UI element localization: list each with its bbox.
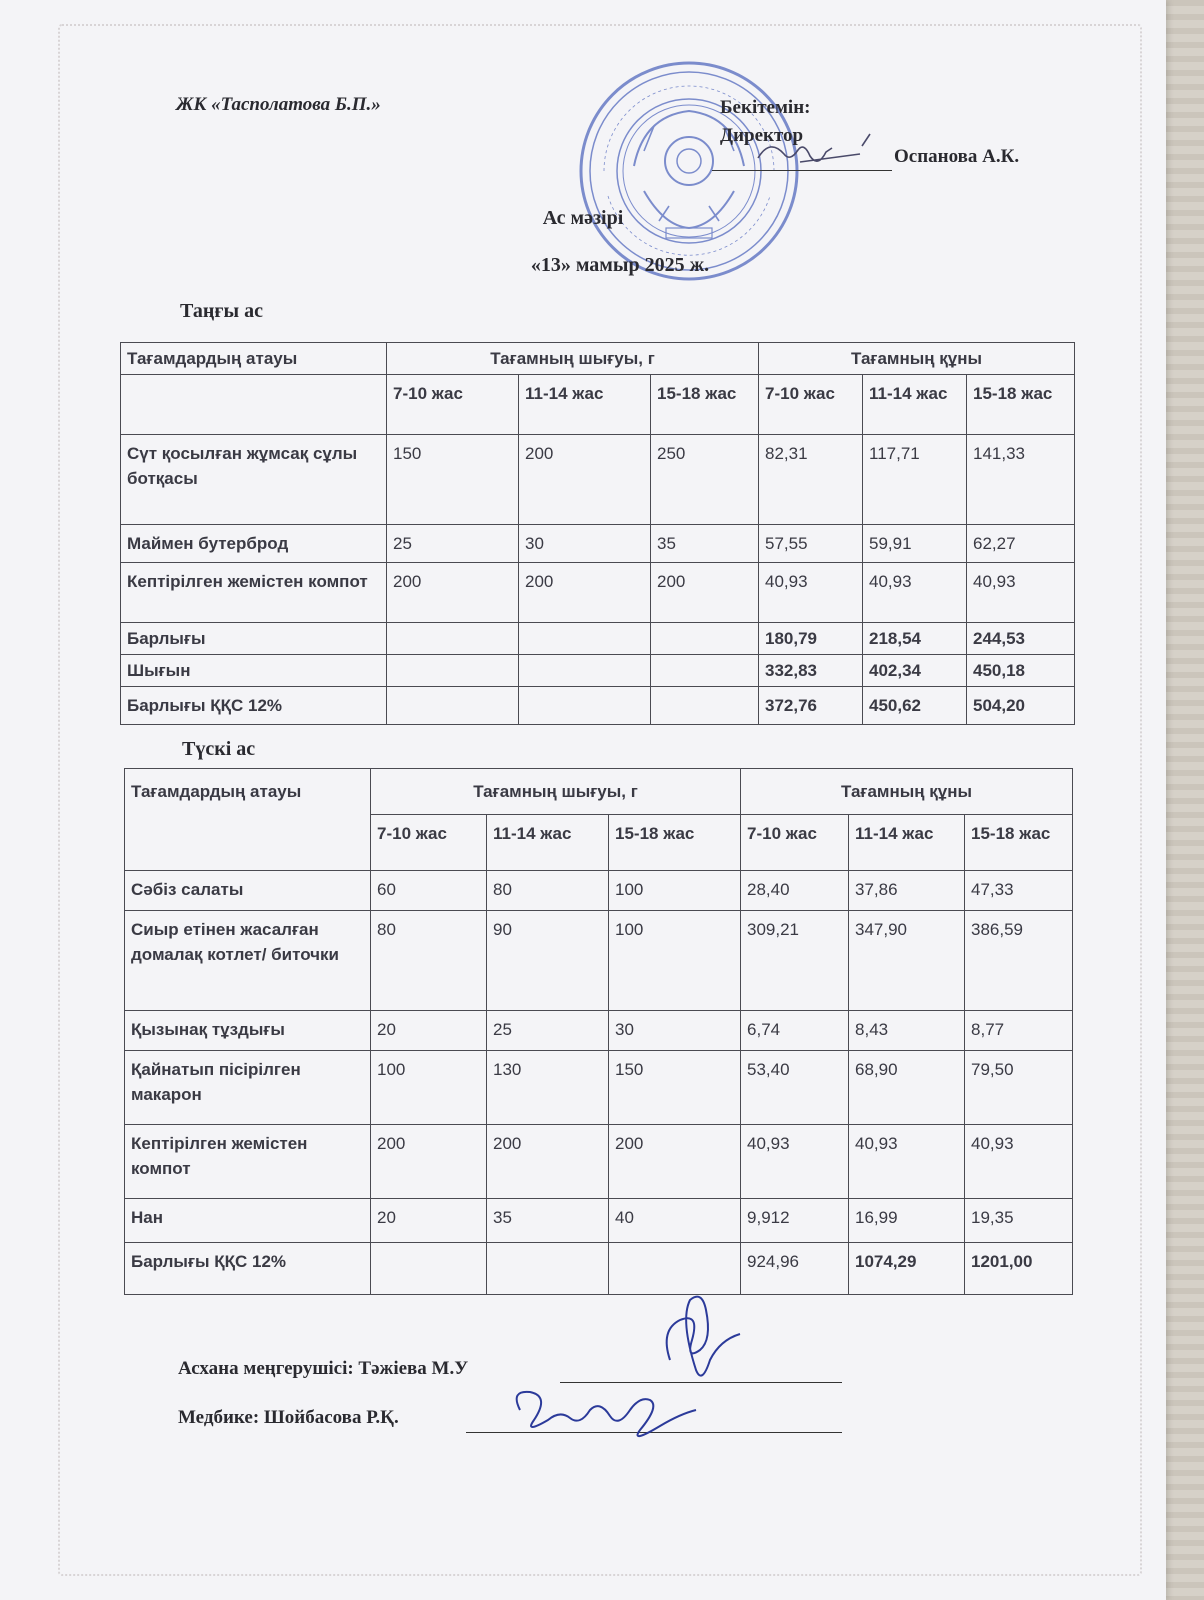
company-name: ЖК «Тасполатова Б.П.» — [176, 94, 381, 115]
yield-cell: 200 — [519, 435, 651, 525]
vat-total-cell: 924,96 — [741, 1243, 849, 1295]
table-row — [125, 871, 1073, 911]
breakfast-label: Таңғы ас — [180, 300, 263, 322]
cost-cell: 6,74 — [741, 1011, 849, 1051]
vat-total-cell: 504,20 — [967, 687, 1075, 725]
expense-cost-cell: 450,18 — [967, 655, 1075, 687]
yield-cell: 80 — [487, 871, 609, 911]
total-label: Барлығы — [121, 623, 387, 655]
yield-cell: 35 — [651, 525, 759, 563]
approve-label: Бекітемін: — [720, 97, 811, 118]
yield-cell: 35 — [487, 1199, 609, 1243]
header-name: Тағамдардың атауы — [125, 769, 371, 871]
cost-cell: 19,35 — [965, 1199, 1073, 1243]
dish-name: Сәбіз салаты — [125, 871, 371, 911]
dish-name: Қызынақ тұздығы — [125, 1011, 371, 1051]
dish-name: Маймен бутерброд — [121, 525, 387, 563]
yield-cell: 200 — [609, 1125, 741, 1199]
cost-cell: 37,86 — [849, 871, 965, 911]
total-row — [121, 655, 1075, 687]
vat-total-cell: 372,76 — [759, 687, 863, 725]
header-yield-age: 11-14 жас — [519, 375, 651, 435]
cost-cell: 40,93 — [967, 563, 1075, 623]
header-yield-age: 7-10 жас — [371, 815, 487, 871]
yield-cell: 200 — [371, 1125, 487, 1199]
cost-cell: 347,90 — [849, 911, 965, 1011]
header-cost-age: 11-14 жас — [863, 375, 967, 435]
cost-cell: 82,31 — [759, 435, 863, 525]
total-cost-cell: 218,54 — [863, 623, 967, 655]
expense-cost-cell: 402,34 — [863, 655, 967, 687]
yield-cell: 80 — [371, 911, 487, 1011]
lunch-table — [124, 768, 1073, 1295]
yield-cell: 20 — [371, 1199, 487, 1243]
nurse-label: Медбике: Шойбасова Р.Қ. — [178, 1407, 399, 1428]
yield-cell: 150 — [387, 435, 519, 525]
cost-cell: 79,50 — [965, 1051, 1073, 1125]
header-empty — [121, 375, 387, 435]
dish-name: Нан — [125, 1199, 371, 1243]
cost-cell: 28,40 — [741, 871, 849, 911]
yield-cell: 90 — [487, 911, 609, 1011]
yield-cell: 40 — [609, 1199, 741, 1243]
vat-total-cell: 1201,00 — [965, 1243, 1073, 1295]
expense-cost-cell: 332,83 — [759, 655, 863, 687]
yield-cell: 200 — [651, 563, 759, 623]
header-yield-age: 15-18 жас — [651, 375, 759, 435]
background-surface — [1160, 0, 1204, 1600]
cost-cell: 47,33 — [965, 871, 1073, 911]
yield-cell: 200 — [387, 563, 519, 623]
cost-cell: 9,912 — [741, 1199, 849, 1243]
header-yield-age: 11-14 жас — [487, 815, 609, 871]
yield-cell: 25 — [487, 1011, 609, 1051]
yield-cell: 130 — [487, 1051, 609, 1125]
cost-cell: 141,33 — [967, 435, 1075, 525]
yield-cell: 100 — [609, 911, 741, 1011]
yield-cell: 100 — [609, 871, 741, 911]
cost-cell: 59,91 — [863, 525, 967, 563]
header-name: Тағамдардың атауы — [121, 343, 387, 375]
table-row — [125, 1199, 1073, 1243]
canteen-manager-label: Асхана меңгерушісі: Тәжіева М.У — [178, 1358, 469, 1379]
header-cost-age: 7-10 жас — [741, 815, 849, 871]
table-row — [125, 1011, 1073, 1051]
dish-name: Қайнатып пісірілген макарон — [125, 1051, 371, 1125]
dish-name: Сиыр етінен жасалған домалақ котлет/ биточки — [125, 911, 371, 1011]
yield-cell: 60 — [371, 871, 487, 911]
cost-cell: 40,93 — [965, 1125, 1073, 1199]
cost-cell: 53,40 — [741, 1051, 849, 1125]
header-cost: Тағамның құны — [759, 343, 1075, 375]
yield-cell: 150 — [609, 1051, 741, 1125]
director-title: Директор — [720, 125, 804, 146]
header-cost-age: 11-14 жас — [849, 815, 965, 871]
table-subheader-row — [121, 375, 1075, 435]
yield-cell: 200 — [519, 563, 651, 623]
yield-cell: 30 — [609, 1011, 741, 1051]
yield-cell: 200 — [487, 1125, 609, 1199]
cost-cell: 309,21 — [741, 911, 849, 1011]
cost-cell: 62,27 — [967, 525, 1075, 563]
cost-cell: 40,93 — [863, 563, 967, 623]
header-cost-age: 15-18 жас — [965, 815, 1073, 871]
header-cost-age: 15-18 жас — [967, 375, 1075, 435]
cost-cell: 40,93 — [849, 1125, 965, 1199]
table-row — [121, 563, 1075, 623]
yield-cell: 25 — [387, 525, 519, 563]
yield-cell: 20 — [371, 1011, 487, 1051]
table-header-row — [125, 769, 1073, 815]
table-row — [125, 1125, 1073, 1199]
header-yield-age: 15-18 жас — [609, 815, 741, 871]
yield-cell: 100 — [371, 1051, 487, 1125]
breakfast-table — [120, 342, 1075, 725]
total-row — [121, 623, 1075, 655]
yield-cell: 250 — [651, 435, 759, 525]
dish-name: Кептірілген жемістен компот — [121, 563, 387, 623]
nurse-signature — [500, 1370, 700, 1450]
total-cost-cell: 180,79 — [759, 623, 863, 655]
cost-cell: 386,59 — [965, 911, 1073, 1011]
table-row — [125, 911, 1073, 1011]
total-row — [125, 1243, 1073, 1295]
table-header-row — [121, 343, 1075, 375]
header-yield-age: 7-10 жас — [387, 375, 519, 435]
header-cost-age: 7-10 жас — [759, 375, 863, 435]
dish-name: Сүт қосылған жұмсақ сұлы ботқасы — [121, 435, 387, 525]
header-cost: Тағамның құны — [741, 769, 1073, 815]
cost-cell: 57,55 — [759, 525, 863, 563]
yield-cell: 30 — [519, 525, 651, 563]
vat-total-label: Барлығы ҚҚС 12% — [125, 1243, 371, 1295]
cost-cell: 8,43 — [849, 1011, 965, 1051]
cost-cell: 16,99 — [849, 1199, 965, 1243]
cost-cell: 68,90 — [849, 1051, 965, 1125]
vat-total-label: Барлығы ҚҚС 12% — [121, 687, 387, 725]
menu-date: «13» мамыр 2025 ж. — [530, 254, 710, 276]
cost-cell: 40,93 — [759, 563, 863, 623]
director-name: Оспанова А.К. — [894, 146, 1020, 167]
table-row — [125, 1051, 1073, 1125]
table-row — [121, 525, 1075, 563]
cost-cell: 117,71 — [863, 435, 967, 525]
vat-total-cell: 1074,29 — [849, 1243, 965, 1295]
table-row — [121, 435, 1075, 525]
expense-label: Шығын — [121, 655, 387, 687]
header-yield: Тағамның шығуы, г — [387, 343, 759, 375]
director-signature — [740, 128, 890, 178]
vat-total-cell: 450,62 — [863, 687, 967, 725]
lunch-label: Түскі ас — [182, 738, 256, 760]
total-row — [121, 687, 1075, 725]
menu-title: Ас мәзірі — [542, 207, 624, 229]
total-cost-cell: 244,53 — [967, 623, 1075, 655]
header-yield: Тағамның шығуы, г — [371, 769, 741, 815]
cost-cell: 8,77 — [965, 1011, 1073, 1051]
cost-cell: 40,93 — [741, 1125, 849, 1199]
dish-name: Кептірілген жемістен компот — [125, 1125, 371, 1199]
